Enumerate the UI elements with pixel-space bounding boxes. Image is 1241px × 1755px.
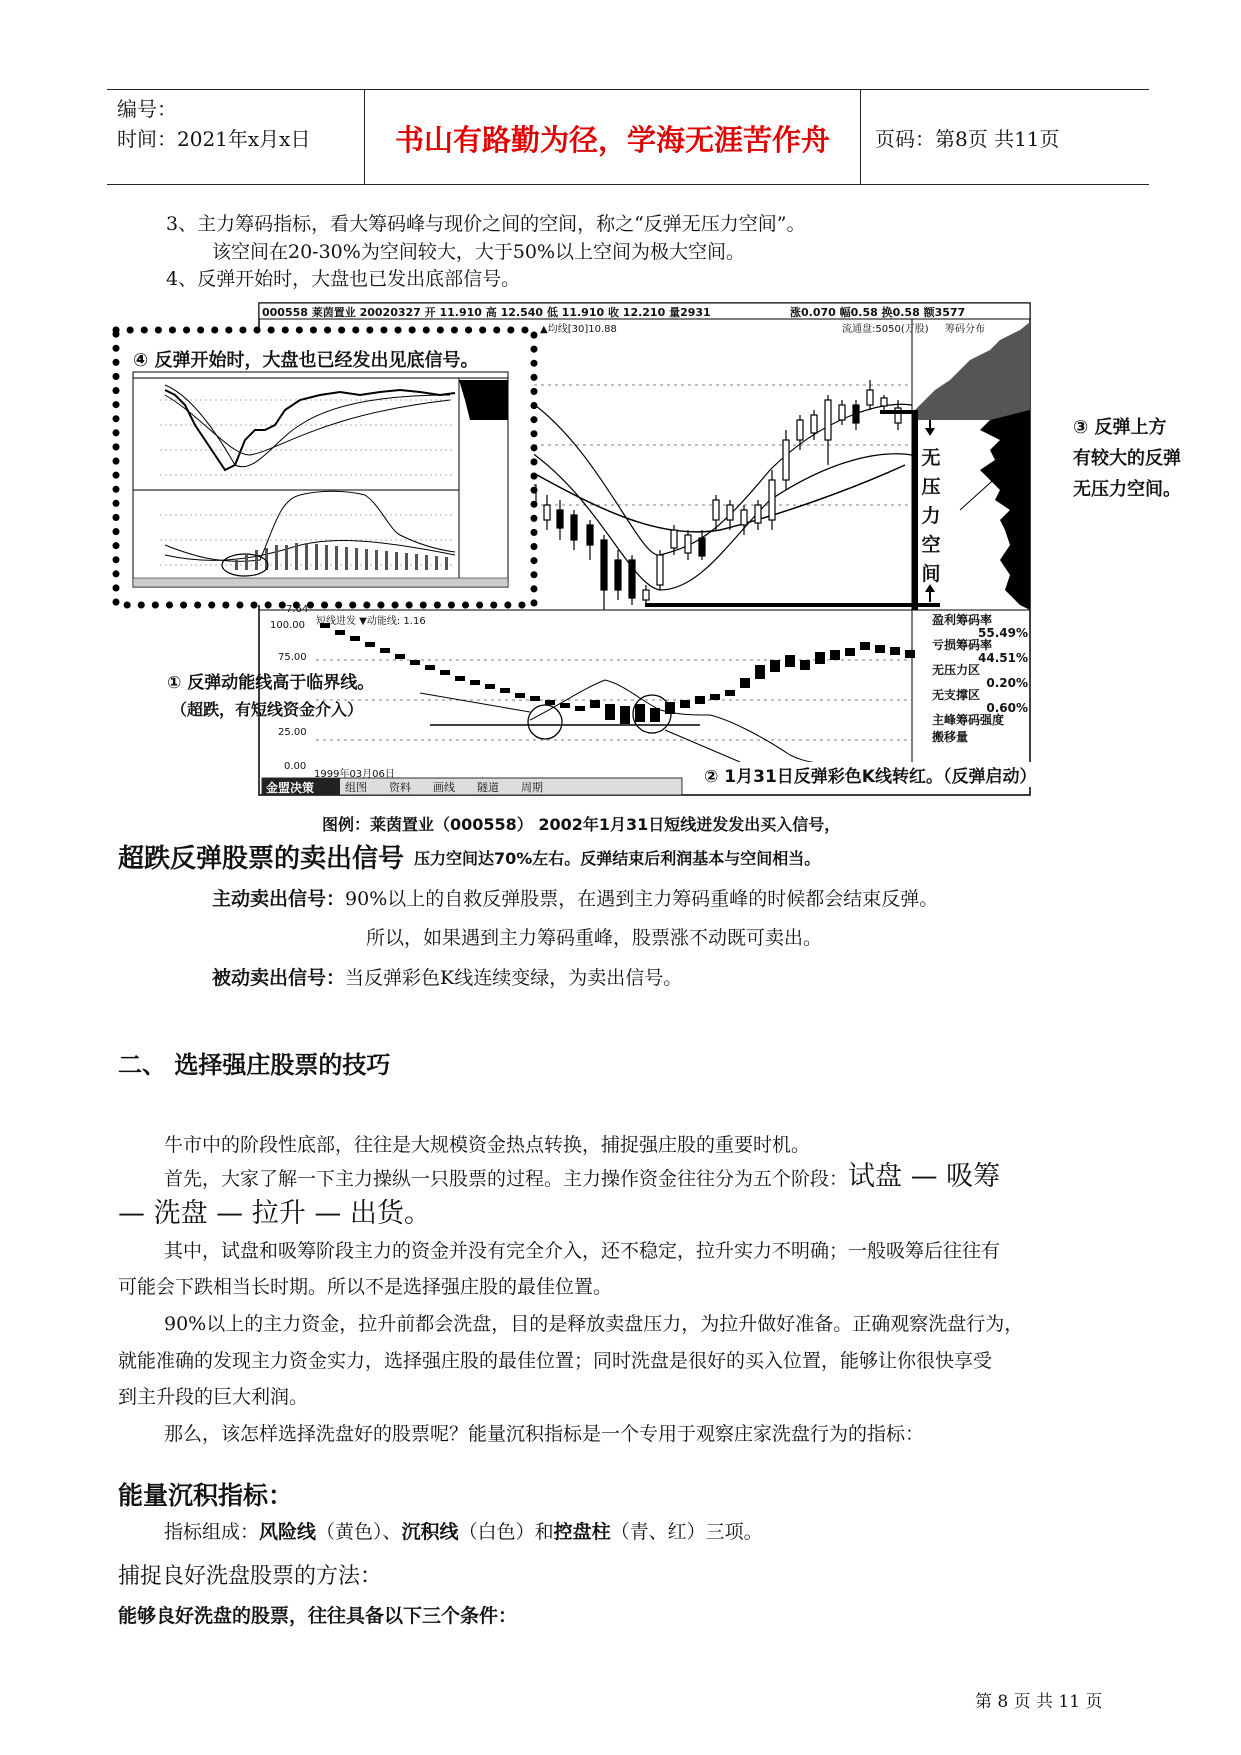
serial-label: 编号： <box>117 97 177 121</box>
note3-line: 有较大的反弹 <box>1073 448 1181 469</box>
note1-line1: ① 反弹动能线高于临界线。 <box>167 673 375 693</box>
chart-topbar: 000558 莱茵置业 20020327 开 11.910 高 12.540 低 11.910 收 12.210 量2931 <box>262 306 711 319</box>
header-motto: 书山有路勤为径，学海无涯苦作舟 <box>394 123 830 157</box>
header-page-label: 页码：第8页 共11页 <box>875 127 1060 151</box>
comp-prefix: 指标组成： <box>164 1521 260 1543</box>
active-sell-signal <box>212 886 938 912</box>
time-label: 时间：2021年x月x日 <box>117 127 311 151</box>
control-bar: 控盘柱 <box>553 1521 611 1543</box>
note1-line2: （超跌，有短线资金介入） <box>171 700 364 719</box>
indicator-date: 1999年03月06日 <box>314 769 395 780</box>
circulation-label: 流通盘:5050(万股) <box>842 324 929 335</box>
note3-line: 无压力空间。 <box>1073 479 1181 500</box>
stat-label: 盈利筹码率 <box>932 613 993 627</box>
section2-p3b: 可能会下跌相当长时期。所以不是选择强庄股的最佳位置。 <box>118 1276 613 1298</box>
toolbar-item-info[interactable]: 资料 <box>389 781 411 794</box>
vertical-char: 空 <box>921 534 941 556</box>
note3 <box>1073 412 1181 505</box>
indicator-y-tick: 100.00 <box>270 620 305 631</box>
stat-label: 无支撑区 <box>932 688 981 702</box>
toolbar-item-combo[interactable]: 组图 <box>345 781 367 794</box>
sell-section-title: 超跌反弹股票的卖出信号 <box>118 844 405 874</box>
vertical-char: 无 <box>921 447 941 469</box>
figure-caption-line2: 压力空间达70%左右。反弹结束后利润基本与空间相当。 <box>414 849 821 868</box>
toolbar-item-period[interactable]: 周期 <box>521 781 543 794</box>
toolbar-item-tunnel[interactable]: 隧道 <box>477 781 499 794</box>
stock-chart-figure <box>0 0 1241 800</box>
stat-value: 0.60% <box>986 700 1028 715</box>
stat-value: 0.20% <box>986 675 1028 690</box>
vertical-char: 间 <box>921 563 941 585</box>
stat-label: 亏损筹码率 <box>932 638 993 652</box>
risk-color: （黄色）、 <box>316 1521 402 1543</box>
section2-p4c: 到主升段的巨大利润。 <box>118 1386 309 1408</box>
stat-label: 主峰筹码强度 <box>932 713 1005 727</box>
price-left-label: 7.64 <box>286 604 309 615</box>
active-sell-text-2: 所以，如果遇到主力筹码重峰，股票涨不动既可卖出。 <box>366 927 823 949</box>
active-sell-text: 90%以上的自救反弹股票，在遇到主力筹码重峰的时候都会结束反弹。 <box>345 888 939 910</box>
section2-p3a: 其中，试盘和吸筹阶段主力的资金并没有完全介入，还不稳定，拉升实力不明确；一般吸筹后往往有 <box>164 1240 1001 1262</box>
indicator-y-tick: 0.00 <box>284 761 307 772</box>
section2-p1: 牛市中的阶段性底部，往往是大规模资金热点转换，捕捉强庄股的重要时机。 <box>164 1134 811 1156</box>
chart-toolbar <box>345 779 543 795</box>
note2: ② 1月31日反弹彩色K线转红。（反弹启动） <box>700 762 1040 787</box>
control-color: （青、红）三项。 <box>610 1521 763 1543</box>
indicator-title: 短线进发 ▼动能线: 1.16 <box>316 616 426 627</box>
stat-value: 55.49% <box>978 625 1028 640</box>
conditions-heading: 能够良好洗盘的股票，往往具备以下三个条件： <box>118 1605 518 1627</box>
stat-value: 44.51% <box>978 650 1028 665</box>
intro-item4: 4、反弹开始时，大盘也已发出底部信号。 <box>166 268 521 290</box>
inset-note: ④ 反弹开始时，大盘也已经发出见底信号。 <box>133 350 479 371</box>
chart-topbar-right: 涨0.070 幅0.58 换0.58 额3577 <box>790 306 966 319</box>
section2-p5: 那么，该怎样选择洗盘好的股票呢？能量沉积指标是一个专用于观察庄家洗盘行为的指标： <box>164 1423 925 1445</box>
figure-caption-line1: 图例：莱茵置业（000558） 2002年1月31日短线迸发发出买入信号， <box>322 815 841 834</box>
risk-line: 风险线 <box>259 1521 317 1543</box>
vertical-char: 压 <box>921 476 941 498</box>
chip-stats <box>932 614 1028 743</box>
section2-p2-text: 首先，大家了解一下主力操纵一只股票的过程。主力操作资金往往分为五个阶段： <box>164 1168 849 1190</box>
section3-title: 能量沉积指标： <box>118 1481 294 1510</box>
indicator-y-tick: 75.00 <box>278 652 307 663</box>
passive-sell-text: 当反弹彩色K线连续变绿，为卖出信号。 <box>345 967 683 989</box>
stage-list-2: — 洗盘 — 拉升 — 出货。 <box>118 1198 431 1229</box>
vertical-char: 力 <box>921 505 941 527</box>
sink-color: （白色）和 <box>458 1521 554 1543</box>
ma-label: ▲均线[30]10.88 <box>540 324 617 335</box>
section2-p4a: 90%以上的主力资金，拉升前都会洗盘，目的是释放卖盘压力，为拉升做好准备。正确观察洗盘行为， <box>164 1313 1024 1335</box>
active-sell-label: 主动卖出信号： <box>212 888 346 910</box>
section2-p2a <box>164 1161 1001 1192</box>
note3-line: ③ 反弹上方 <box>1073 417 1167 438</box>
indicator-y-tick: 25.00 <box>278 727 307 738</box>
sink-line: 沉积线 <box>401 1521 459 1543</box>
section2-title: 二、 选择强庄股票的技巧 <box>118 1050 391 1079</box>
stage-list-1: 试盘 — 吸筹 <box>848 1161 1001 1192</box>
chip-title: 筹码分布 <box>945 324 985 335</box>
passive-sell-signal <box>212 965 682 991</box>
toolbar-item-draw[interactable]: 画线 <box>433 781 455 794</box>
intro-item3: 3、主力筹码指标，看大筹码峰与现价之间的空间，称之“反弹无压力空间”。 <box>166 213 806 235</box>
intro-item3-detail: 该空间在20-30%为空间较大，大于50%以上空间为极大空间。 <box>212 241 746 263</box>
passive-sell-label: 被动卖出信号： <box>212 967 346 989</box>
stat-label: 搬移量 <box>932 729 969 744</box>
page-footer: 第 8 页 共 11 页 <box>975 1692 1103 1712</box>
no-pressure-space-label <box>920 444 942 589</box>
stat-label: 无压力区 <box>932 663 981 677</box>
toolbar-brand: 金盟决策 <box>266 781 315 795</box>
section2-p4b: 就能准确的发现主力资金实力，选择强庄股的最佳位置；同时洗盘是很好的买入位置，能够让你很快享受 <box>118 1350 993 1372</box>
indicator-components <box>164 1519 763 1545</box>
method-heading: 捕捉良好洗盘股票的方法： <box>118 1564 383 1589</box>
